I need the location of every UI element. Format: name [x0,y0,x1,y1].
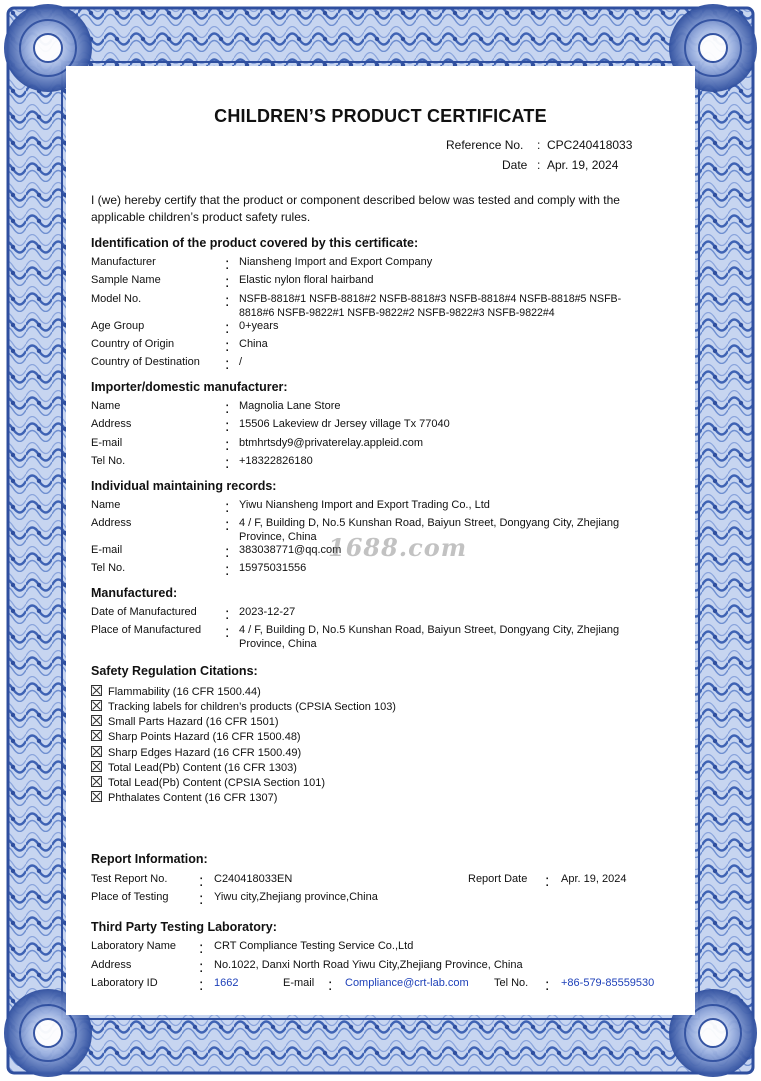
importer-name-value: Magnolia Lane Store [239,400,341,412]
records-name-value: Yiwu Niansheng Import and Export Trading Co., Ltd [239,499,490,511]
citation-item: Flammability (16 CFR 1500.44) [91,685,261,698]
lab-address-value: No.1022, Danxi North Road Yiwu City,Zhejiang Province, China [214,959,523,971]
checked-box-icon [91,776,102,787]
records-address-value: 4 / F, Building D, No.5 Kunshan Road, Baiyun Street, Dongyang City, Zhejiang Province, China [239,517,620,543]
citation-item: Total Lead(Pb) Content (16 CFR 1303) [91,761,297,774]
age-group-label: Age Group [91,320,145,332]
citation-item: Phthalates Content (16 CFR 1307) [91,791,277,804]
lab-name-value: CRT Compliance Testing Service Co.,Ltd [214,940,414,952]
importer-email-value: btmhrtsdy9@privaterelay.appleid.com [239,437,423,449]
importer-tel-label: Tel No. [91,455,126,467]
manufacture-date-value: 2023-12-27 [239,606,296,618]
importer-address-label: Address [91,418,132,430]
manufacture-date-label: Date of Manufactured [91,606,197,618]
country-origin-label: Country of Origin [91,338,175,350]
place-testing-label: Place of Testing [91,891,169,903]
citation-item: Tracking labels for children’s products (CPSIA Section 103) [91,700,396,713]
importer-tel-value: +18322826180 [239,455,313,467]
importer-email-label: E-mail [91,437,123,449]
checked-box-icon [91,791,102,802]
lab-heading: Third Party Testing Laboratory: [91,920,277,934]
reference-colon: : [537,138,541,152]
watermark: 1688.com [328,533,468,562]
date-label: Date [502,158,528,172]
test-report-label: Test Report No. [91,873,168,885]
checked-box-icon [91,761,102,772]
date-value: Apr. 19, 2024 [547,158,619,172]
checked-box-icon [91,700,102,711]
report-date-value: Apr. 19, 2024 [561,873,627,885]
place-testing-value: Yiwu city,Zhejiang province,China [214,891,378,903]
country-destination-value: / [239,356,243,368]
sample-name-label: Sample Name [91,274,161,286]
lab-name-label: Laboratory Name [91,940,176,952]
certification-statement: I (we) hereby certify that the product or component described below was tested and comply with the applicable children’s product safety rules. [91,193,620,224]
lab-id-label: Laboratory ID [91,977,158,989]
records-email-value: 383038771@qq.com [239,544,342,556]
report-date-label: Report Date [468,873,528,885]
manufacturer-label: Manufacturer [91,256,156,268]
records-address-label: Address [91,517,132,529]
lab-email-link[interactable]: Compliance@crt-lab.com [345,977,469,989]
country-destination-label: Country of Destination [91,356,200,368]
citation-item: Sharp Points Hazard (16 CFR 1500.48) [91,730,301,743]
manufacture-place-label: Place of Manufactured [91,624,202,636]
lab-tel-value: +86-579-85559530 [561,977,655,989]
checked-box-icon [91,685,102,696]
lab-id-value: 1662 [214,977,239,989]
importer-address-value: 15506 Lakeview dr Jersey village Tx 77040 [239,418,450,430]
model-no-label: Model No. [91,293,142,305]
lab-tel-label: Tel No. [494,977,529,989]
report-heading: Report Information: [91,852,208,866]
importer-name-label: Name [91,400,121,412]
manufactured-heading: Manufactured: [91,586,178,600]
manufacturer-value: Niansheng Import and Export Company [239,256,433,268]
records-tel-label: Tel No. [91,562,126,574]
checked-box-icon [91,746,102,757]
date-colon: : [537,158,541,172]
records-name-label: Name [91,499,121,511]
certificate-title: CHILDREN’S PRODUCT CERTIFICATE [214,106,547,126]
citation-item: Small Parts Hazard (16 CFR 1501) [91,715,279,728]
reference-label: Reference No. [446,138,524,152]
identification-heading: Identification of the product covered by this certificate: [91,236,419,250]
sample-name-value: Elastic nylon floral hairband [239,274,374,286]
records-heading: Individual maintaining records: [91,479,277,493]
lab-email-label: E-mail [283,977,315,989]
model-no-value: NSFB-8818#1 NSFB-8818#2 NSFB-8818#3 NSFB-8818#4 NSFB-8818#5 NSFB-8818#6 NSFB-9822#1 NSFB-9822#2 NSFB-9822#3 NSFB-9822#4 [239,293,622,319]
citations-heading: Safety Regulation Citations: [91,664,258,678]
reference-value: CPC240418033 [547,138,633,152]
records-tel-value: 15975031556 [239,562,307,574]
test-report-value: C240418033EN [214,873,293,885]
age-group-value: 0+years [239,320,279,332]
checked-box-icon [91,715,102,726]
checked-box-icon [91,730,102,741]
certificate-page: CHILDREN’S PRODUCT CERTIFICATE Reference No. : CPC240418033 Date : Apr. 19, 2024 I (we) hereby certify that the product or component described below was tested and comply with the applicable children’s product safety rules. Identification of the product covered by this certificate: Manufacturer : Niansheng Import and Export Company Sample Name : Elastic nylon floral hairband Model No. : NSFB-8818#1 NSFB-8818#2 NSFB-8818#3 NSFB-8818#4 NSFB-8818#5 NSFB-8818#6 NSFB-9822#1 NSFB-9822#2 NSFB-9822#3 NSFB-9822#4 Age Group : 0+years Country of Origin : China Country of Destination : / Importer/domestic manufacturer: Name : Magnolia Lane Store Address : 15506 Lakeview dr Jersey village Tx 77040 E-mail : btmhrtsdy9@privaterelay.appleid.com Tel No. : +18322826180 Individual maintaining records: Name : Yiwu Niansheng Import and Export Trading Co., Ltd Address : 4 / F, Building D, No.5 Kunshan Road, Baiyun Street, Dongyang City, Zhejiang Province, China E-mail : 383038771@qq.com Tel No. : 15975031556 1688.com Manufactured: Date of Manufactured : 2023-12-27 Place of Manufactured : 4 / F, Building D, No.5 Kunshan Road, Baiyun Street, Dongyang City, Zhejiang Province, China Safety Regulation Citations: Flammability (16 CFR 1500.44) Tracking labels for children’s products (CPSIA Section 103) Small Parts Hazard (16 CFR 1501) Sharp Points Hazard (16 CFR 1500.48) Sharp Edges Hazard (16 CFR 1500.49) Total Lead(Pb) Content (16 CFR 1303) Total Lead(Pb) Content (CPSIA Section 101) Phthalates Content (16 CFR 1307) Report Information: Test Report No. : C240418033EN Report Date : Apr. 19, 2024 Place of Testing : Yiwu city,Zhejiang province,China Third Party Testing Laboratory: Laboratory Name : CRT Compliance Testing Service Co.,Ltd Address : No.1022, Danxi North Road Yiwu City,Zhejiang Province, China Laboratory ID : 1662 E-mail : Compliance@crt-lab.com Tel No. : +86-579-85559530 [0,0,761,1081]
lab-address-label: Address [91,959,132,971]
citation-item: Sharp Edges Hazard (16 CFR 1500.49) [91,746,301,759]
country-origin-value: China [239,338,268,350]
records-email-label: E-mail [91,544,123,556]
importer-heading: Importer/domestic manufacturer: [91,380,288,394]
manufacture-place-value: 4 / F, Building D, No.5 Kunshan Road, Baiyun Street, Dongyang City, Zhejiang Province, China [239,624,620,650]
citation-item: Total Lead(Pb) Content (CPSIA Section 101) [91,776,325,789]
